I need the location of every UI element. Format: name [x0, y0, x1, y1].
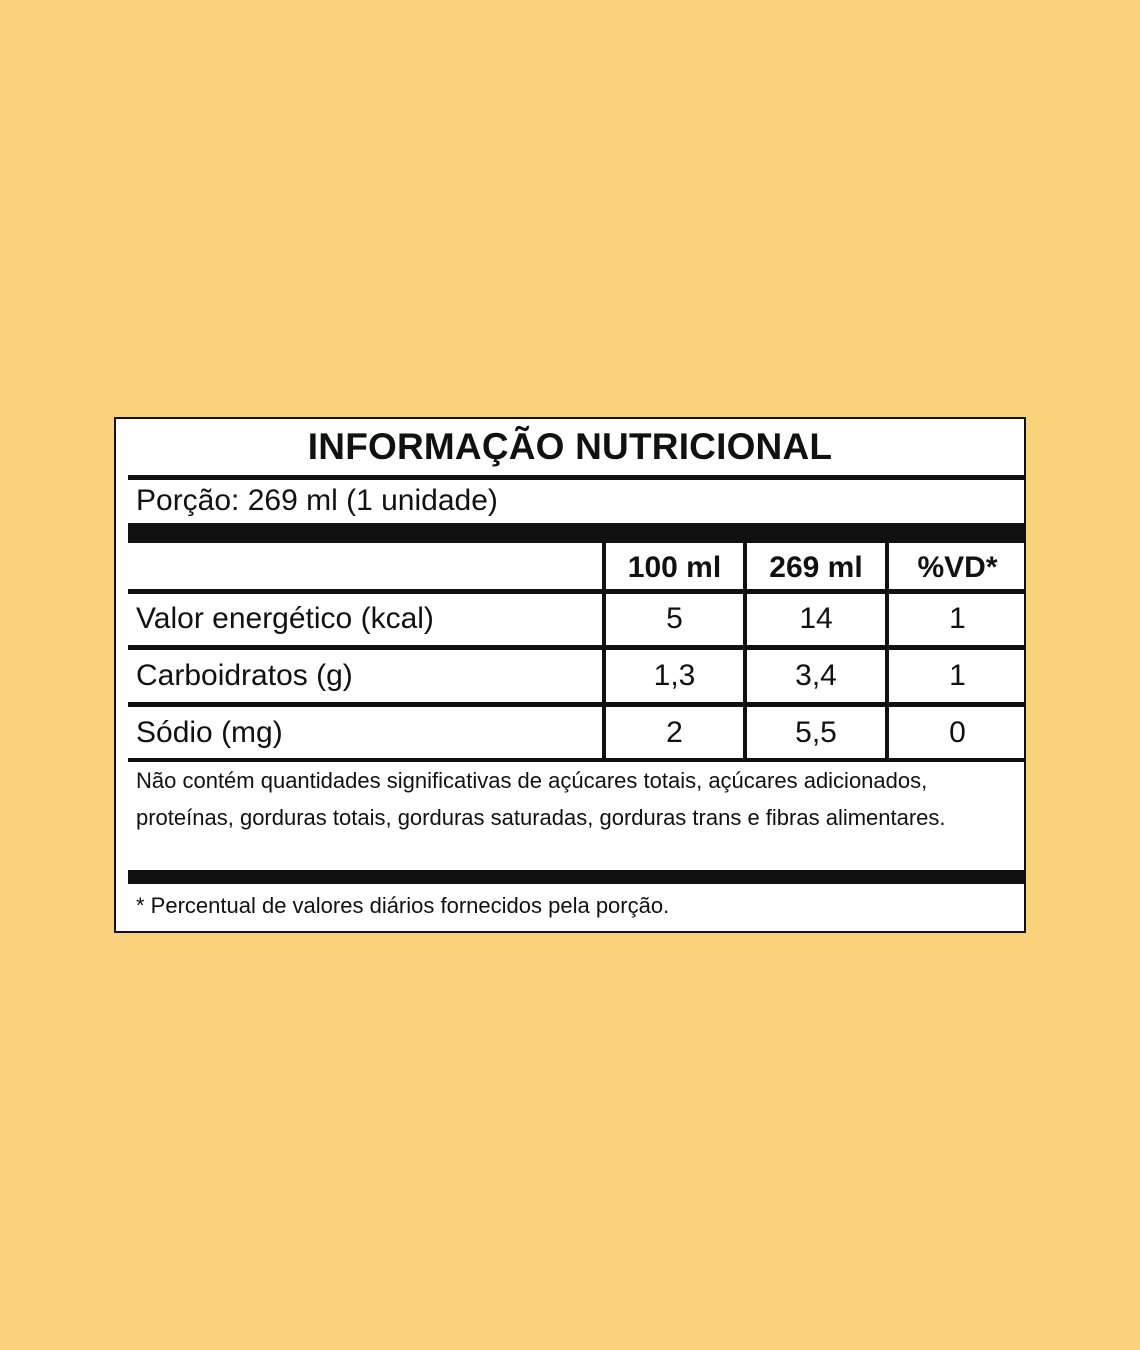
row-label-carbohydrates: Carboidratos (g): [136, 659, 353, 692]
cell-sodium-100ml: 2: [666, 716, 683, 749]
label-title: INFORMAÇÃO NUTRICIONAL: [307, 426, 833, 467]
cell-carbohydrates-100ml: 1,3: [653, 659, 696, 692]
divider-portion-thick: [128, 523, 1024, 543]
divider-row-2: [128, 702, 1024, 707]
daily-value-footnote: * Percentual de valores diários fornecidos pela porção.: [136, 893, 670, 918]
cell-energy-100ml: 5: [666, 602, 683, 635]
cell-sodium-269ml: 5,5: [795, 716, 837, 749]
nutrition-facts-label: [114, 417, 1026, 933]
row-label-energy: Valor energético (kcal): [136, 602, 434, 635]
divider-row-1: [128, 645, 1024, 650]
row-label-sodium: Sódio (mg): [136, 716, 283, 749]
column-header-vd: %VD*: [917, 551, 998, 584]
not-significant-note: Não contém quantidades significativas de açúcares totais, açúcares adicionados, proteínas, gorduras totais, gorduras saturadas, gorduras trans e fibras alimentares.: [136, 768, 946, 830]
cell-carbohydrates-269ml: 3,4: [795, 659, 837, 692]
column-header-100ml: 100 ml: [627, 551, 722, 584]
cell-energy-269ml: 14: [799, 602, 833, 635]
cell-energy-vd: 1: [949, 602, 966, 635]
portion-text: Porção: 269 ml (1 unidade): [136, 484, 498, 517]
cell-carbohydrates-vd: 1: [949, 659, 966, 692]
cell-sodium-vd: 0: [949, 716, 966, 749]
column-header-269ml: 269 ml: [769, 551, 863, 584]
divider-note-thick: [128, 870, 1024, 884]
divider-title: [128, 475, 1024, 480]
